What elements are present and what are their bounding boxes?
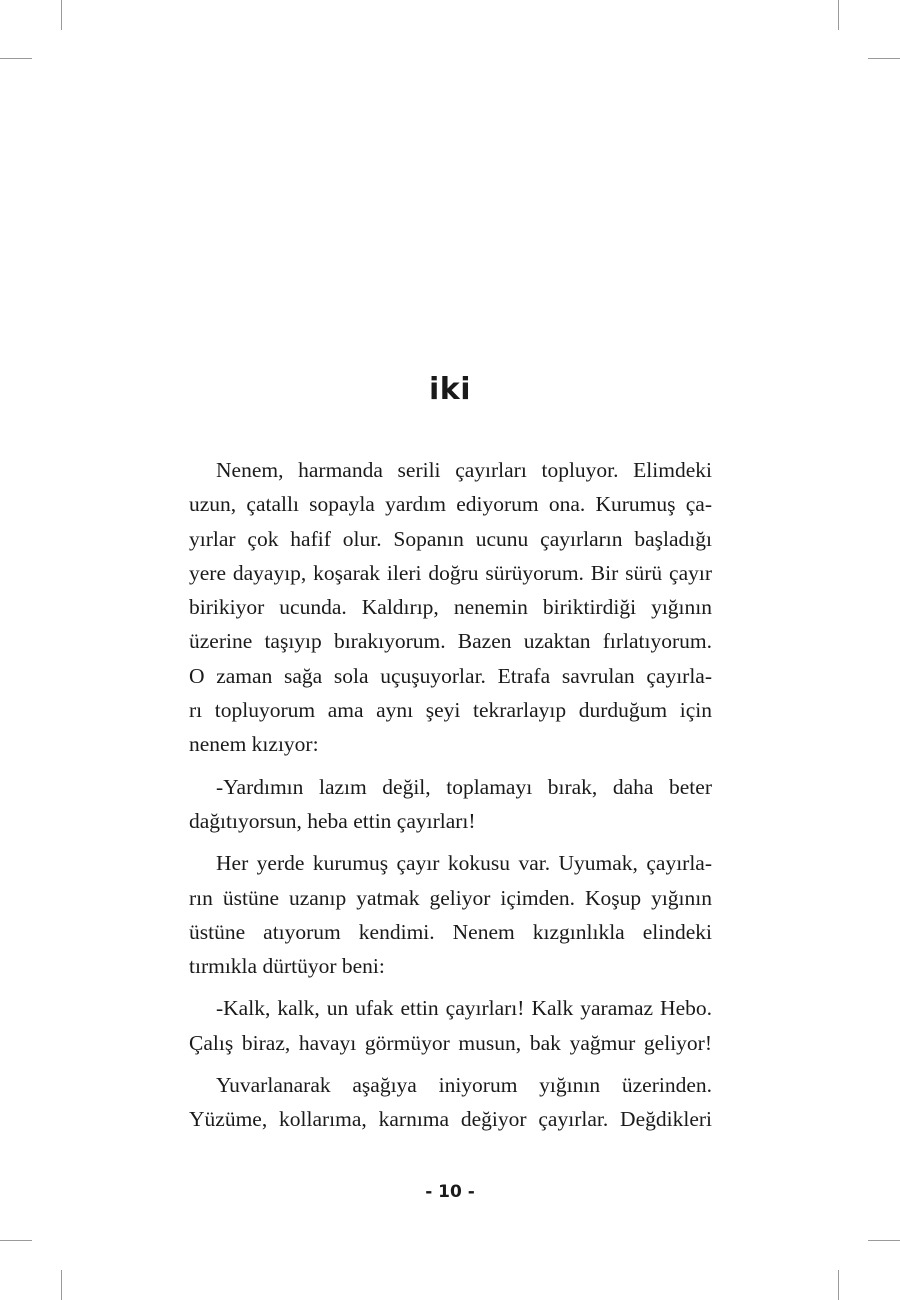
crop-mark-left-top: [0, 58, 32, 59]
text-line: -Kalk, kalk, un ufak ettin çayırları! Kalk yaramaz Hebo.: [216, 996, 712, 1021]
text-line: rı topluyorum ama aynı şeyi tekrarlayıp durduğum için: [189, 698, 712, 723]
crop-mark-right-top: [868, 58, 900, 59]
text-line: Çalış biraz, havayı görmüyor musun, bak yağmur geliyor!: [189, 1030, 712, 1055]
crop-mark-top-right: [838, 0, 839, 30]
text-line: tırmıkla dürtüyor beni:: [189, 954, 385, 979]
text-line: birikiyor ucunda. Kaldırıp, nenemin biriktirdiği yığının: [189, 595, 712, 620]
text-line: Her yerde kurumuş çayır kokusu var. Uyumak, çayırla-: [216, 851, 712, 876]
page-number: - 10 -: [425, 1182, 475, 1202]
text-line: nenem kızıyor:: [189, 732, 319, 757]
crop-mark-top-left: [61, 0, 62, 30]
text-line: yırlar çok hafif olur. Sopanın ucunu çayırların başladığı: [189, 526, 712, 551]
crop-mark-left-bottom: [0, 1240, 32, 1241]
text-line: Yüzüme, kollarıma, karnıma değiyor çayırlar. Değdikleri: [189, 1107, 712, 1132]
crop-mark-bottom-left: [61, 1270, 62, 1300]
crop-mark-bottom-right: [838, 1270, 839, 1300]
paragraph: [189, 770, 712, 839]
text-line: -Yardımın lazım değil, toplamayı bırak, daha beter: [216, 774, 712, 799]
text-line: yere dayayıp, koşarak ileri doğru sürüyorum. Bir sürü çayır: [189, 560, 712, 585]
text-line: Nenem, harmanda serili çayırları topluyor. Elimdeki: [216, 458, 712, 482]
chapter-title: iki: [428, 372, 472, 407]
text-line: Yuvarlanarak aşağıya iniyorum yığının üzerinden.: [216, 1073, 712, 1098]
paragraph: [189, 991, 712, 1060]
text-line: rın üstüne uzanıp yatmak geliyor içimden. Koşup yığının: [189, 885, 712, 910]
body-text: [189, 453, 712, 1145]
paragraph: [189, 1068, 712, 1137]
text-line: O zaman sağa sola uçuşuyorlar. Etrafa savrulan çayırla-: [189, 663, 712, 688]
text-line: üzerine taşıyıp bırakıyorum. Bazen uzaktan fırlatıyorum.: [189, 629, 712, 654]
text-line: uzun, çatallı sopayla yardım ediyorum ona. Kurumuş ça-: [189, 492, 712, 517]
paragraph: [189, 846, 712, 983]
crop-mark-right-bottom: [868, 1240, 900, 1241]
text-line: üstüne atıyorum kendimi. Nenem kızgınlıkla elindeki: [189, 919, 712, 944]
paragraph: [189, 453, 712, 762]
text-line: dağıtıyorsun, heba ettin çayırları!: [189, 808, 476, 833]
